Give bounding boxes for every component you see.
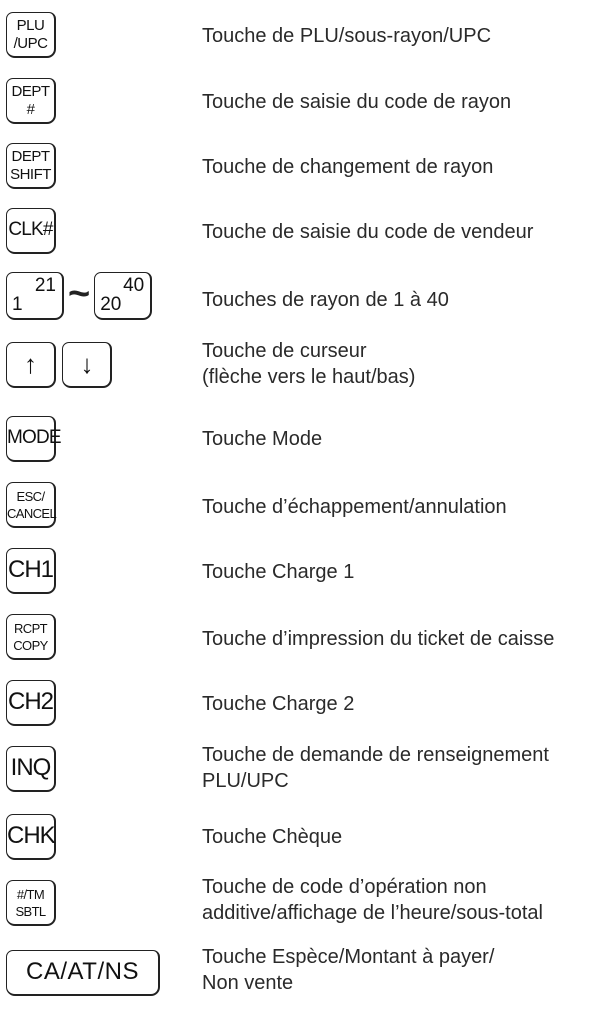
key-description: Touche d’échappement/annulation (202, 496, 507, 518)
key-label: CH2 (7, 688, 53, 715)
receipt-copy-key (6, 614, 56, 660)
key-description: Touche Charge 1 (202, 561, 355, 583)
key-label: INQ (10, 754, 51, 781)
key-label-line: DEPT (11, 83, 50, 100)
key-description: Touche de demande de renseignement (202, 744, 549, 766)
key-label: CLK# (8, 219, 53, 240)
non-add-time-subtotal-key (6, 880, 56, 926)
key-label-line: /UPC (13, 35, 48, 52)
key-upper-number: 21 (34, 275, 56, 296)
key-label: CHK (7, 822, 55, 849)
key-label: CH1 (7, 556, 53, 583)
clerk-code-key (6, 208, 56, 254)
mode-key (6, 416, 61, 462)
check-key (6, 814, 56, 860)
arrow-up-key (6, 342, 56, 388)
key-label-line: RCPT (14, 621, 47, 636)
plu-upc-key (6, 12, 56, 58)
key-description: Touche Mode (202, 428, 323, 450)
charge-2-key (6, 680, 56, 726)
key-description: Touche de saisie du code de rayon (202, 91, 512, 113)
key-label-line: ESC/ (16, 489, 45, 504)
charge-1-key (6, 548, 56, 594)
department-key-20-40 (94, 272, 152, 320)
arrow-down-key (62, 342, 112, 388)
key-description: Touches de rayon de 1 à 40 (202, 289, 449, 311)
key-lower-number: 20 (100, 294, 122, 315)
key-description: Touche Charge 2 (202, 693, 355, 715)
key-description: Touche de code d’opération non (202, 876, 487, 898)
arrow-down-icon: ↓ (80, 349, 94, 379)
key-label-line: #/TM (16, 887, 45, 902)
key-label-line: SHIFT (10, 166, 51, 183)
esc-cancel-key (6, 482, 56, 528)
key-description: Touche de changement de rayon (202, 156, 494, 178)
key-label: MODE (7, 427, 61, 448)
key-description-line2: Non vente (202, 972, 294, 994)
inquiry-key (6, 746, 56, 792)
key-label-line: COPY (13, 638, 48, 653)
dept-code-key (6, 78, 56, 124)
dept-shift-key (6, 143, 56, 189)
key-label-line: CANCEL (7, 506, 57, 521)
key-label-line: PLU (16, 17, 45, 34)
key-lower-number: 1 (12, 294, 23, 315)
key-label-line: DEPT (11, 148, 50, 165)
key-description: Touche de PLU/sous-rayon/UPC (202, 25, 492, 47)
key-description: Touche Chèque (202, 826, 343, 848)
key-upper-number: 40 (123, 275, 145, 296)
key-description: Touche de saisie du code de vendeur (202, 221, 534, 243)
key-label-line: # (26, 101, 35, 118)
key-description: Touche de curseur (202, 340, 367, 362)
range-tilde: ~ (68, 273, 91, 315)
key-description-line2: PLU/UPC (202, 770, 289, 792)
key-description: Touche Espèce/Montant à payer/ (202, 946, 495, 968)
key-label: CA/AT/NS (26, 958, 139, 985)
key-description-line2: (flèche vers le haut/bas) (202, 366, 416, 388)
arrow-up-icon: ↑ (24, 349, 37, 379)
department-key-1-21 (6, 272, 64, 320)
key-description: Touche d’impression du ticket de caisse (202, 628, 555, 650)
key-label-line: SBTL (15, 904, 46, 919)
cash-amount-tendered-key (6, 950, 160, 996)
key-description-line2: additive/affichage de l’heure/sous-total (202, 902, 543, 924)
